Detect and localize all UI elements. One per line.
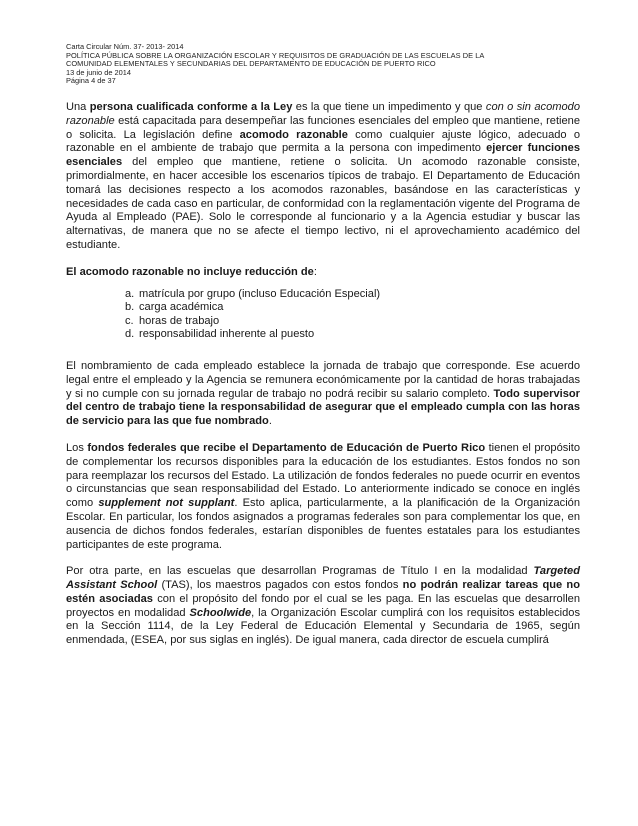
header-page-number: Página 4 de 37 <box>66 76 116 86</box>
list-marker: d. <box>125 328 135 341</box>
list-item <box>125 315 580 329</box>
text-run: tienen el propósito de complementar los recursos disponibles para la educación de los estudiantes. Estos fondos no son para reemplazar los recursos del Estado. La utilización de fondos federales no puede ocurrir en eventos o circunstancias que sean responsabilidad del Estado. Lo anteriormente indicado se conoce en inglés como <box>66 441 580 510</box>
text-run: con el propósito del fondo por el cual se les paga. En las escuelas que desarrollen proyectos en modalidad <box>66 592 580 619</box>
bold-run: persona cualificada conforme a la Ley <box>89 101 293 113</box>
paragraph-persona-cualificada <box>66 101 580 253</box>
bold-run: Todo supervisor del centro de trabajo tiene la responsabilidad de asegurar que el empleado cumpla con las horas de servicio para las que fue nombrado <box>66 387 580 428</box>
header-circular-number: Carta Circular Núm. 37- 2013- 2014 <box>66 42 184 51</box>
text-run: es la que tiene un impedimento y que <box>292 101 486 113</box>
paragraph-fondos-federales <box>66 442 580 552</box>
list-item <box>125 288 580 302</box>
bold-run: no podrán realizar tareas que no estén asociadas <box>66 579 580 605</box>
text-run: como cualquier ajuste lógico, adecuado o razonable en el ambiente de trabajo que permita a la persona con impedimento <box>66 128 580 155</box>
list-item-text: matrícula por grupo (incluso Educación Especial) <box>139 287 381 300</box>
reduction-list <box>66 288 580 342</box>
bold-run: ejercer funciones esenciales <box>66 142 580 169</box>
bold-italic-run: Schoolwide <box>189 606 252 619</box>
list-marker: c. <box>125 314 134 327</box>
document-body <box>66 101 580 661</box>
text-run: , la Organización Escolar cumplirá con los requisitos establecidos en la Sección 1114, de la Ley Federal de Educación Elemental y Secundaria de 1965, según enmendada, (ESEA, por sus siglas en inglés). De igual manera, cada director de escuela cumplirá <box>66 606 580 647</box>
text-run: : <box>313 265 317 278</box>
text-run: . Esto aplica, particularmente, a la planificación de la Organización Escolar. En particular, los fondos asignados a programas federales son para complementar los que, en ausencia de dichos fondos federales, estarían disponibles de fuentes estatales para los estudiantes participantes de este programa. <box>66 497 581 551</box>
header-date: 13 de junio de 2014 <box>66 67 131 77</box>
list-item-text: horas de trabajo <box>139 314 220 327</box>
list-item-text: carga académica <box>139 301 224 314</box>
list-marker: a. <box>125 287 135 300</box>
text-run: (TAS), los maestros pagados con estos fondos <box>157 579 403 592</box>
text-run: está capacitada para desempeñar las funciones esenciales del empleo que mantiene, retiene o solicita. La legislación define <box>66 114 580 141</box>
bold-run: El acomodo razonable no incluye reducción de <box>66 265 314 278</box>
paragraph-titulo-i <box>66 565 580 648</box>
text-run: . <box>268 415 272 428</box>
paragraph-nombramiento <box>66 360 580 429</box>
list-marker: b. <box>125 301 135 314</box>
text-run: Los <box>66 441 88 454</box>
italic-run: con o sin acomodo razonable <box>66 101 580 127</box>
header-title-line-1: POLÍTICA PÚBLICA SOBRE LA ORGANIZACIÓN ESCOLAR Y REQUISITOS DE GRADUACIÓN DE LAS ESCUELAS DE LA <box>66 50 485 60</box>
bold-italic-run: Targeted Assistant School <box>66 565 580 592</box>
list-item-text: responsabilidad inherente al puesto <box>139 328 315 341</box>
bold-run: fondos federales que recibe el Departamento de Educación de Puerto Rico <box>87 441 486 454</box>
header-title-line-2: COMUNIDAD ELEMENTALES Y SECUNDARIAS DEL DEPARTAMENTO DE EDUCACIÓN DE PUERTO RICO <box>66 59 436 69</box>
list-item <box>125 328 580 342</box>
text-run: del empleo que mantiene, retiene o solicita. Un acomodo razonable consiste, primordialmente, en hacer accesible los escenarios típicos de trabajo. El Departamento de Educación tomará las decisiones respecto a los acomodos razonables, basándose en las características y necesidades de cada caso en particular, de conformidad con la reglamentación vigente del Programa de Ayuda al Empleado (PAE). Solo le corresponde al funcionario y a la Agencia estudiar y buscar las alternativas, de manera que no se afecte el tiempo lectivo, ni el aprovechamiento académico del estudiante. <box>66 156 580 251</box>
text-run: Una <box>66 101 90 113</box>
list-heading <box>66 266 580 280</box>
text-run: El nombramiento de cada empleado establece la jornada de trabajo que corresponde. Ese acuerdo legal entre el empleado y la Agencia se remunera económicamente por la cantidad de horas trabajadas y si no cumple con su jornada regular de trabajo no podrá recibir su salario completo. <box>66 359 580 400</box>
page-header <box>66 43 586 86</box>
bold-run: acomodo razonable <box>239 128 348 141</box>
text-run: Por otra parte, en las escuelas que desarrollan Programas de Título I en la modalidad <box>66 565 534 578</box>
bold-italic-run: supplement not supplant <box>98 497 235 510</box>
list-item <box>125 301 580 315</box>
